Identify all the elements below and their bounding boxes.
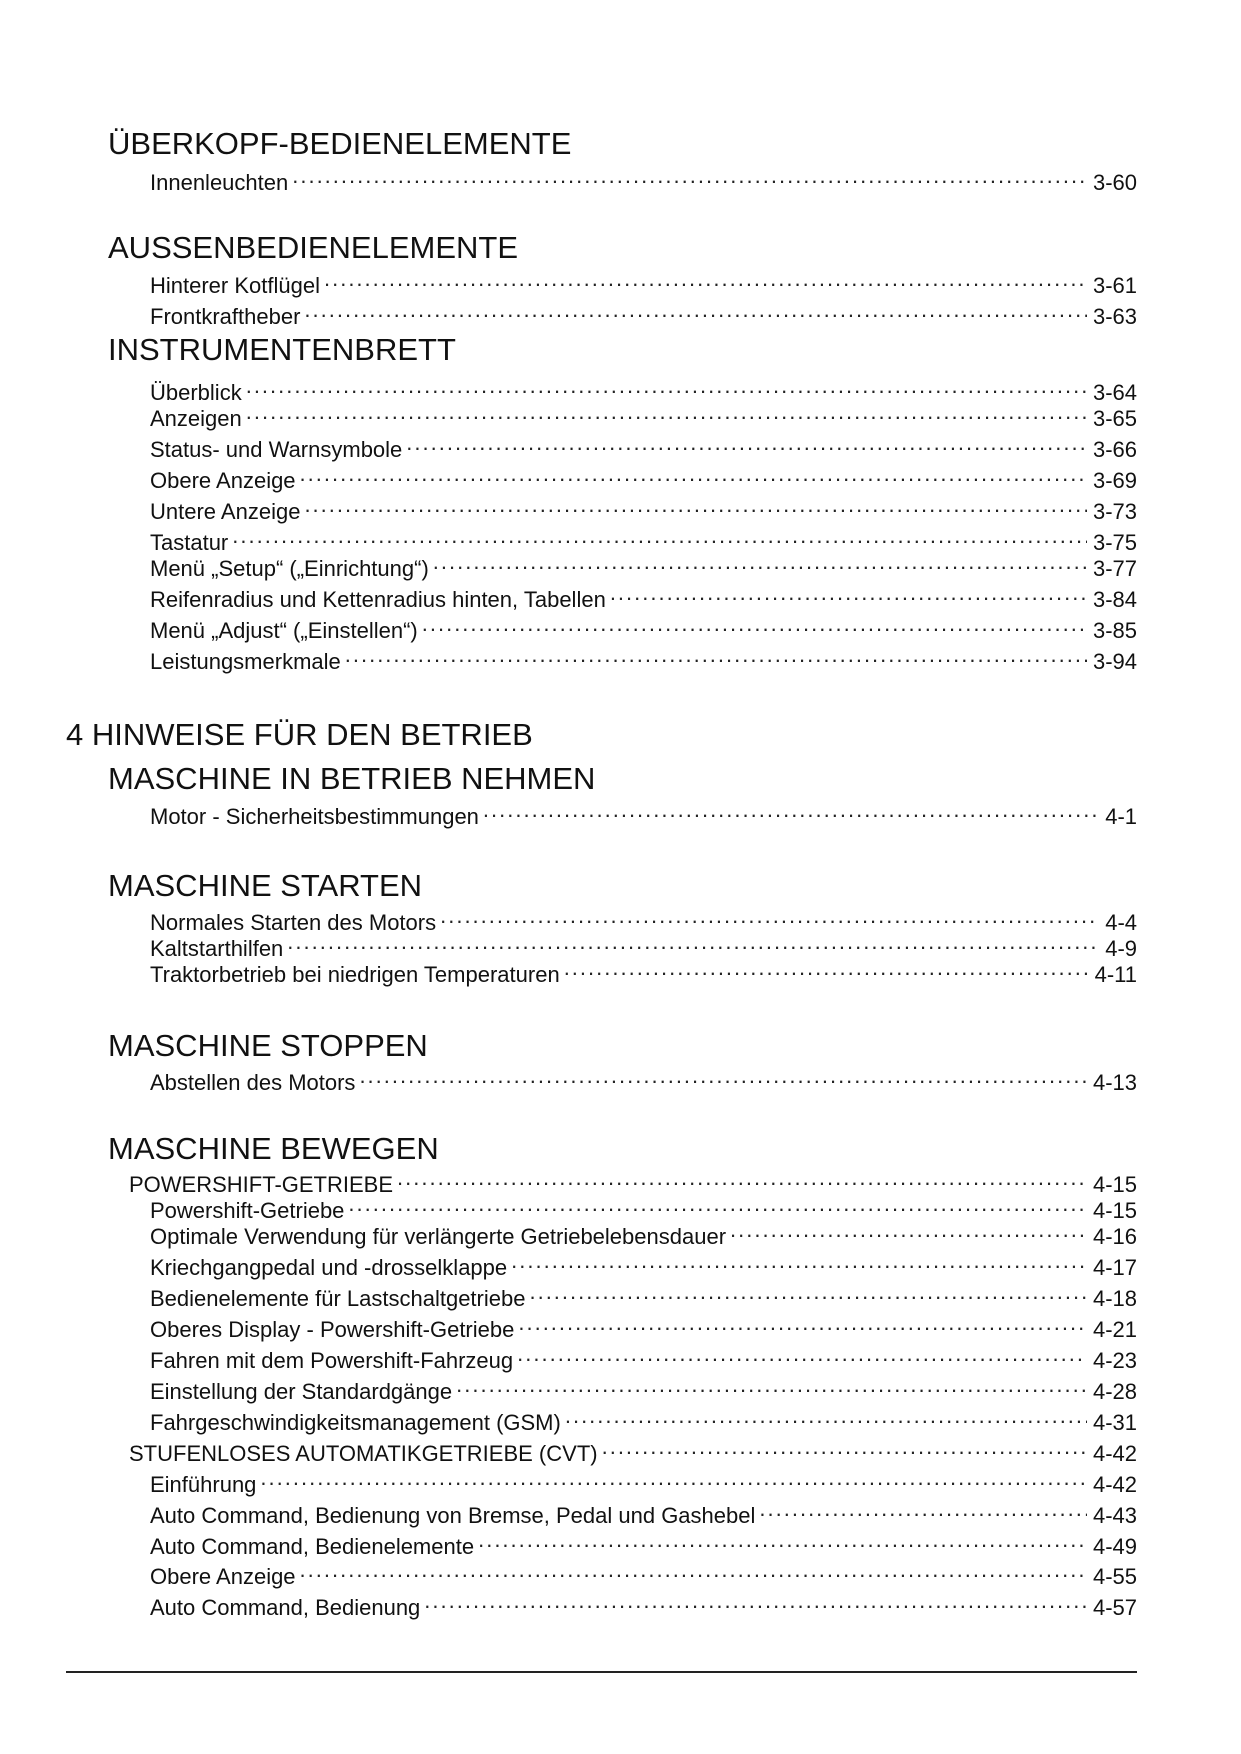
toc-entry[interactable]	[150, 641, 1137, 676]
toc-entry[interactable]	[150, 1309, 1137, 1344]
toc-entry-page: 4-28	[1092, 1379, 1137, 1404]
dot-leader	[406, 429, 1087, 457]
toc-entry-page: 3-77	[1092, 556, 1137, 581]
toc-entry-page: 3-61	[1092, 273, 1137, 298]
toc-entry-page: 4-15	[1092, 1172, 1137, 1197]
dot-leader	[359, 1062, 1087, 1090]
toc-entry[interactable]	[150, 796, 1137, 831]
toc-entry-page: 3-69	[1092, 468, 1137, 493]
toc-entry-title: Obere Anzeige	[150, 468, 296, 493]
toc-entry[interactable]	[150, 162, 1137, 197]
toc-entry[interactable]	[150, 1464, 1137, 1499]
toc-entry-title: Überblick	[150, 380, 242, 405]
dot-leader	[260, 1464, 1087, 1492]
toc-entry[interactable]	[150, 460, 1137, 495]
toc-entry[interactable]	[150, 265, 1137, 300]
toc-entry-title: Menü „Setup“ („Einrichtung“)	[150, 556, 429, 581]
toc-entry[interactable]	[150, 491, 1137, 526]
dot-leader	[529, 1278, 1086, 1306]
toc-entry-page: 4-13	[1092, 1070, 1137, 1095]
toc-entry-title: Fahrgeschwindigkeitsmanagement (GSM)	[150, 1410, 561, 1435]
toc-entry-title: Normales Starten des Motors	[150, 910, 437, 935]
dot-leader	[287, 928, 1099, 956]
toc-entry-page: 3-64	[1092, 380, 1137, 405]
toc-entry-title: Powershift-Getriebe	[150, 1198, 345, 1223]
dot-leader	[511, 1247, 1087, 1275]
toc-entry-page: 4-21	[1092, 1317, 1137, 1342]
toc-entry-page: 4-9	[1105, 936, 1137, 961]
toc-entry-subgroup[interactable]	[129, 1433, 1137, 1468]
toc-entry[interactable]	[150, 1402, 1137, 1437]
dot-leader	[433, 548, 1087, 576]
toc-entry[interactable]	[150, 1495, 1137, 1530]
dot-leader	[759, 1495, 1087, 1523]
toc-entry[interactable]	[150, 610, 1137, 645]
section-heading: MASCHINE STARTEN	[108, 868, 423, 903]
toc-entry[interactable]	[150, 1587, 1137, 1622]
dot-leader	[440, 902, 1099, 930]
toc-entry-title: Einführung	[150, 1472, 257, 1497]
toc-entry[interactable]	[150, 1216, 1137, 1251]
toc-entry-title: Obere Anzeige	[150, 1564, 296, 1589]
toc-entry-page: 4-16	[1092, 1224, 1137, 1249]
toc-entry-title: Untere Anzeige	[150, 499, 301, 524]
dot-leader	[397, 1164, 1087, 1192]
toc-entry-title: Kriechgangpedal und -drosselklappe	[150, 1255, 508, 1280]
dot-leader	[300, 460, 1087, 488]
toc-entry-title: Frontkraftheber	[150, 304, 301, 329]
dot-leader	[232, 522, 1087, 550]
dot-leader	[483, 796, 1099, 824]
toc-entry-page: 4-31	[1092, 1410, 1137, 1435]
toc-entry-title: Motor - Sicherheitsbestimmungen	[150, 804, 479, 829]
toc-entry-title: Auto Command, Bedienelemente	[150, 1534, 475, 1559]
toc-entry-page: 4-15	[1092, 1198, 1137, 1223]
toc-entry-page: 4-11	[1094, 962, 1137, 987]
toc-entry-page: 4-18	[1092, 1286, 1137, 1311]
toc-entry-page: 4-57	[1092, 1595, 1137, 1620]
toc-entry-page: 4-43	[1092, 1503, 1137, 1528]
dot-leader	[565, 1402, 1087, 1430]
toc-entry-title: Tastatur	[150, 530, 229, 555]
footer-rule	[66, 1671, 1137, 1673]
toc-entry-title: Kaltstarthilfen	[150, 936, 284, 961]
toc-entry-page: 3-84	[1092, 587, 1137, 612]
toc-entry-title: Leistungsmerkmale	[150, 649, 341, 674]
toc-entry[interactable]	[150, 1247, 1137, 1282]
toc-entry-title: Innenleuchten	[150, 170, 289, 195]
dot-leader	[246, 372, 1087, 400]
section-heading: MASCHINE STOPPEN	[108, 1028, 428, 1063]
toc-entry-title: Hinterer Kotflügel	[150, 273, 320, 298]
toc-entry-title: Einstellung der Standardgänge	[150, 1379, 453, 1404]
toc-entry[interactable]	[150, 579, 1137, 614]
dot-leader	[348, 1190, 1087, 1218]
toc-entry-page: 4-4	[1105, 910, 1137, 935]
toc-entry[interactable]	[150, 1062, 1137, 1097]
section-heading: MASCHINE BEWEGEN	[108, 1131, 439, 1166]
toc-entry-title: Reifenradius und Kettenradius hinten, Tabellen	[150, 587, 606, 612]
toc-entry-page: 4-42	[1092, 1472, 1137, 1497]
section-heading: INSTRUMENTENBRETT	[108, 332, 456, 367]
toc-entry-page: 3-66	[1092, 437, 1137, 462]
dot-leader	[517, 1340, 1087, 1368]
toc-entry-page: 3-65	[1092, 406, 1137, 431]
section-heading: AUSSENBEDIENELEMENTE	[108, 230, 518, 265]
toc-entry-page: 3-85	[1092, 618, 1137, 643]
toc-entry-title: STUFENLOSES AUTOMATIKGETRIEBE (CVT)	[129, 1441, 598, 1466]
toc-entry-title: Menü „Adjust“ („Einstellen“)	[150, 618, 418, 643]
dot-leader	[324, 265, 1087, 293]
toc-entry-page: 3-75	[1092, 530, 1137, 555]
dot-leader	[345, 641, 1087, 669]
toc-entry[interactable]	[150, 1556, 1137, 1591]
toc-entry-title: POWERSHIFT-GETRIEBE	[129, 1172, 394, 1197]
toc-entry[interactable]	[150, 1371, 1137, 1406]
toc-entry-title: Oberes Display - Powershift-Getriebe	[150, 1317, 515, 1342]
toc-entry-page: 4-17	[1092, 1255, 1137, 1280]
toc-entry[interactable]	[150, 1278, 1137, 1313]
toc-entry-page: 4-55	[1092, 1564, 1137, 1589]
toc-entry-page: 3-63	[1092, 304, 1137, 329]
toc-entry-page: 4-49	[1092, 1534, 1137, 1559]
section-heading: ÜBERKOPF-BEDIENELEMENTE	[108, 126, 572, 161]
dot-leader	[300, 1556, 1087, 1584]
toc-entry-title: Fahren mit dem Powershift-Fahrzeug	[150, 1348, 514, 1373]
toc-entry[interactable]	[150, 1340, 1137, 1375]
dot-leader	[730, 1216, 1087, 1244]
toc-entry-page: 3-94	[1092, 649, 1137, 674]
toc-entry-title: Auto Command, Bedienung	[150, 1595, 421, 1620]
section-heading: MASCHINE IN BETRIEB NEHMEN	[108, 761, 596, 796]
toc-entry[interactable]	[150, 296, 1137, 331]
dot-leader	[478, 1526, 1087, 1554]
dot-leader	[422, 610, 1087, 638]
toc-entry-page: 3-60	[1092, 170, 1137, 195]
dot-leader	[602, 1433, 1087, 1461]
chapter-heading: 4 HINWEISE FÜR DEN BETRIEB	[66, 717, 533, 752]
dot-leader	[424, 1587, 1087, 1615]
dot-leader	[292, 162, 1087, 190]
toc-entry-title: Abstellen des Motors	[150, 1070, 356, 1095]
toc-entry[interactable]	[150, 429, 1137, 464]
toc-entry-page: 4-1	[1105, 804, 1137, 829]
toc-entry-title: Traktorbetrieb bei niedrigen Temperaturen	[150, 962, 560, 987]
toc-entry[interactable]	[150, 398, 1137, 433]
toc-entry-title: Anzeigen	[150, 406, 242, 431]
toc-entry[interactable]	[150, 548, 1137, 583]
toc-entry-title: Status- und Warnsymbole	[150, 437, 403, 462]
toc-entry-title: Auto Command, Bedienung von Bremse, Pedal und Gashebel	[150, 1503, 756, 1528]
toc-entry-title: Bedienelemente für Lastschaltgetriebe	[150, 1286, 526, 1311]
toc-entry-title: Optimale Verwendung für verlängerte Getriebelebensdauer	[150, 1224, 727, 1249]
toc-entry-page: 4-23	[1092, 1348, 1137, 1373]
dot-leader	[246, 398, 1087, 426]
dot-leader	[518, 1309, 1087, 1337]
dot-leader	[304, 491, 1087, 519]
dot-leader	[610, 579, 1087, 607]
dot-leader	[456, 1371, 1087, 1399]
dot-leader	[564, 954, 1089, 982]
toc-entry[interactable]	[150, 954, 1137, 989]
toc-entry-page: 4-42	[1092, 1441, 1137, 1466]
dot-leader	[304, 296, 1087, 324]
toc-entry-page: 3-73	[1092, 499, 1137, 524]
